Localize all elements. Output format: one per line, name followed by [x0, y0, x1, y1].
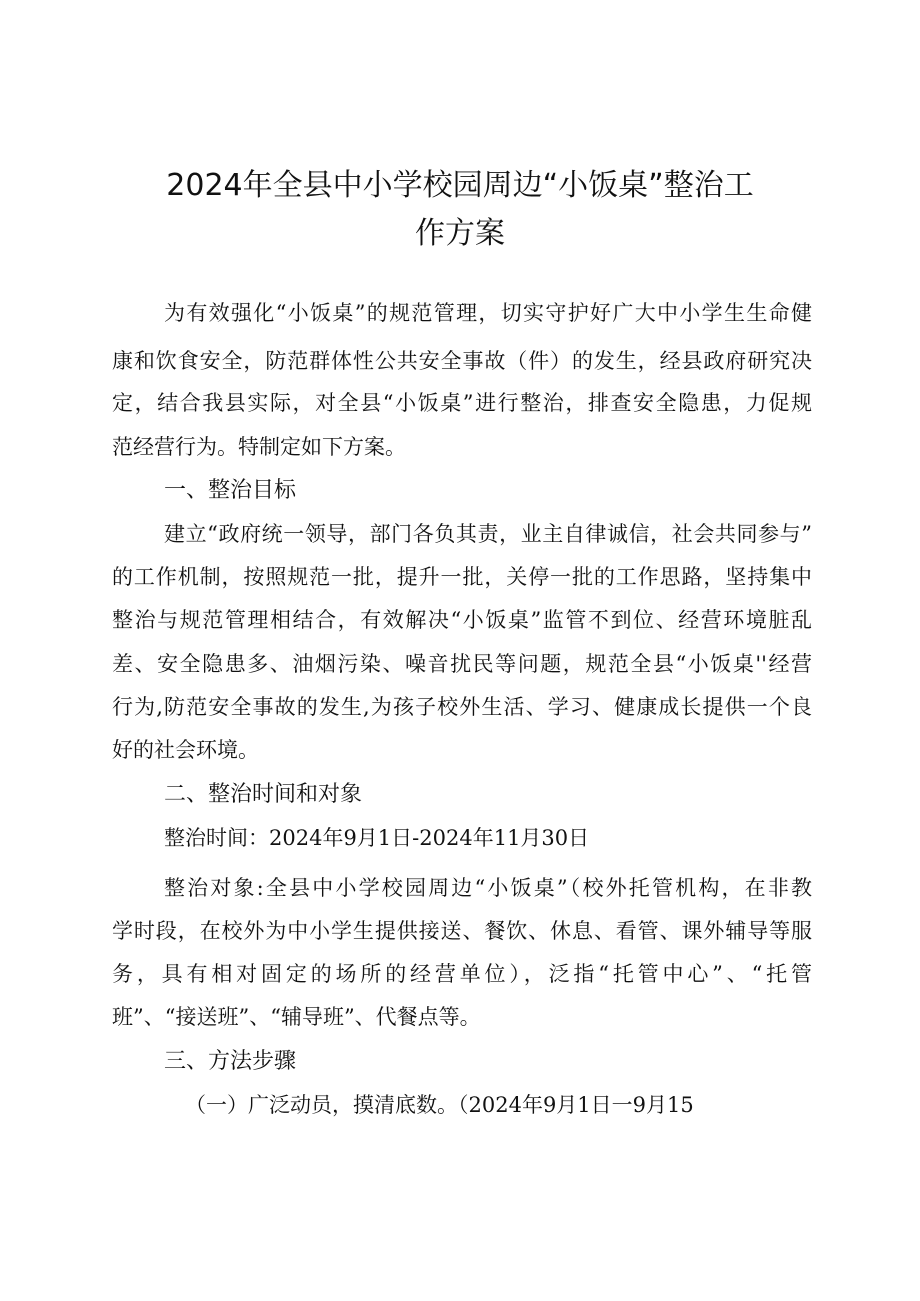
section1-line: 的工作机制，按照规范一批，提升一批，关停一批的工作思路，坚持集中 [112, 565, 812, 589]
document-title-line-2: 作方案 [415, 216, 505, 251]
section2-object-line: 班”、“接送班”、“辅导班”、代餐点等。 [112, 1005, 481, 1029]
step-one-line: （一）广泛动员，摸清底数。（2024年9月1日一9月15 [185, 1093, 694, 1117]
intro-line: 定，结合我县实际，对全县“小饭桌”进行整治，排查安全隐患，力促规 [112, 391, 812, 415]
section2-object-line: 整治对象:全县中小学校园周边“小饭桌”（校外托管机构，在非教 [164, 876, 812, 900]
intro-line: 范经营行为。特制定如下方案。 [112, 435, 406, 459]
section1-line: 整治与规范管理相结合，有效解决“小饭桌”监管不到位、经营环境脏乱 [112, 608, 812, 632]
intro-line: 为有效强化“小饭桌”的规范管理，切实守护好广大中小学生生命健 [164, 301, 812, 325]
section-heading-goals: 一、整治目标 [164, 478, 297, 503]
document-title-line-1: 2024年全县中小学校园周边“小饭桌”整治工 [166, 168, 754, 203]
section2-object-line: 务，具有相对固定的场所的经营单位），泛指“托管中心”、“托管 [112, 962, 812, 986]
section-heading-methods: 三、方法步骤 [164, 1049, 297, 1074]
section-heading-time-and-object: 二、整治时间和对象 [164, 782, 363, 807]
section1-line: 行为,防范安全事故的发生,为孩子校外生活、学习、健康成长提供一个良 [112, 695, 812, 719]
rectification-time-line: 整治时间：2024年9月1日-2024年11月30日 [164, 826, 590, 850]
section1-line: 差、安全隐患多、油烟污染、噪音扰民等问题，规范全县“小饭桌''经营 [112, 652, 812, 676]
section2-object-line: 学时段，在校外为中小学生提供接送、餐饮、休息、看管、课外辅导等服 [112, 919, 812, 943]
section1-line: 建立“政府统一领导，部门各负其责，业主自律诚信，社会共同参与” [164, 522, 812, 546]
section1-line: 好的社会环境。 [112, 738, 259, 762]
intro-line: 康和饮食安全，防范群体性公共安全事故（件）的发生，经县政府研究决 [112, 349, 812, 373]
